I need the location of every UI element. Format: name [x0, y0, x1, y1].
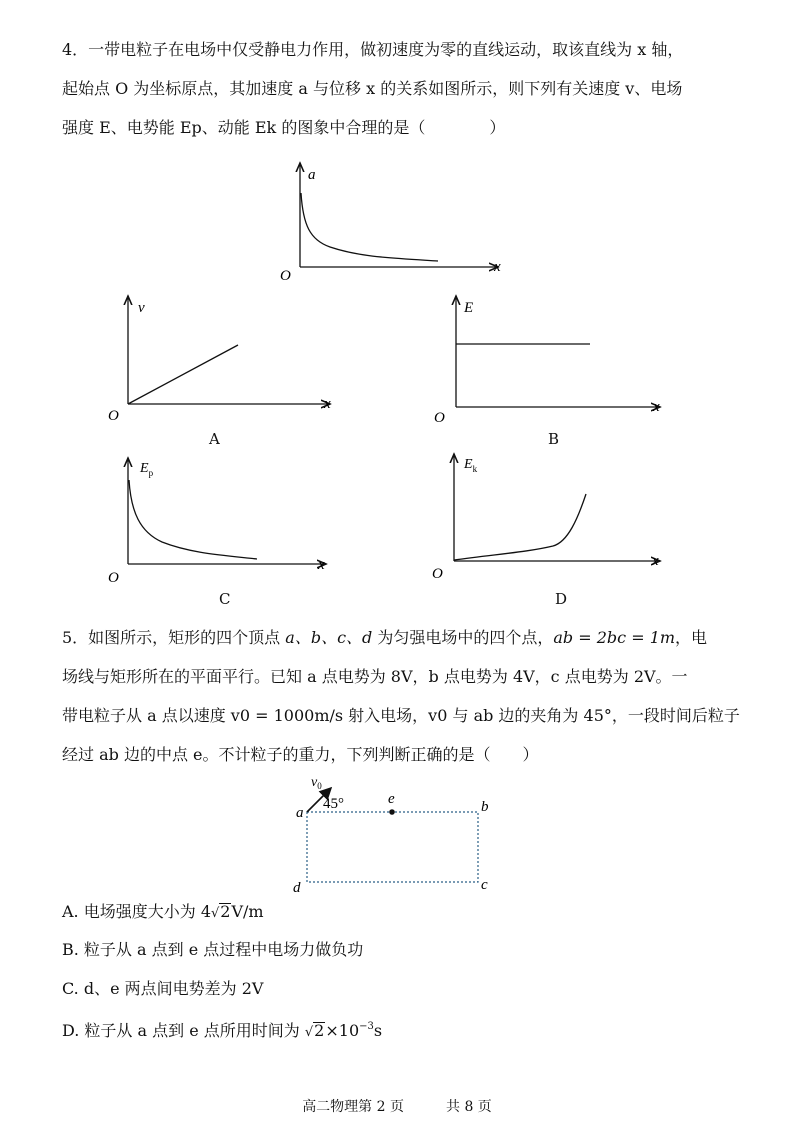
graph-option-d	[428, 448, 668, 583]
q5-line-1: 5．如图所示，矩形的四个顶点 a、b、c、d 为匀强电场中的四个点，ab = 2bc = 1m，电	[62, 628, 708, 647]
option-d[interactable]: D. 粒子从 a 点到 e 点所用时间为 $√2\times 10^{-3}s$	[62, 1021, 383, 1040]
q5-line-4: 经过 ab 边的中点 e。不计粒子的重力，下列判断正确的是（ ）	[62, 745, 539, 764]
v0-label: $v_0$	[311, 775, 322, 791]
x-label: x	[318, 557, 325, 573]
caption-c: C	[219, 590, 231, 608]
q5-line-2: 场线与矩形所在的平面平行。已知 a 点电势为 8V，b 点电势为 4V，c 点电势为 2V。一	[62, 667, 688, 686]
x-label: x	[653, 399, 660, 415]
caption-d: D	[555, 590, 568, 608]
vertex-d: d	[293, 880, 301, 896]
x-label: x	[494, 259, 501, 275]
y-label: a	[308, 167, 316, 183]
y-label: $E_k$	[464, 457, 478, 474]
x-label: x	[652, 553, 659, 569]
q4-line-1: 4．一带电粒子在电场中仅受静电力作用，做初速度为零的直线运动，取该直线为 x 轴，	[62, 40, 684, 59]
q5-line-3: 带电粒子从 a 点以速度 v0 = 1000m/s 射入电场，v0 与 ab 边的夹角为 45°，一段时间后粒子	[62, 706, 740, 725]
vertex-c: c	[481, 877, 488, 893]
v-line	[128, 345, 238, 404]
page-footer: 高二物理第 2 页 共 8 页	[302, 1099, 492, 1115]
graph-option-b	[428, 290, 668, 430]
x-label: x	[324, 396, 331, 412]
point-e	[389, 809, 395, 815]
origin-label: O	[434, 410, 445, 426]
ek-curve	[454, 494, 586, 560]
y-label: v	[138, 300, 145, 316]
angle-label: 45°	[323, 796, 344, 812]
q4-line-3: 强度 E、电势能 Ep、动能 Ek 的图象中合理的是（ ）	[62, 118, 506, 137]
origin-label: O	[432, 566, 443, 582]
graph-option-a	[100, 290, 340, 430]
vertex-b: b	[481, 799, 489, 815]
y-label: E	[464, 300, 474, 316]
vertex-e: e	[388, 791, 395, 807]
rectangle	[307, 812, 478, 882]
vertex-a: a	[296, 805, 304, 821]
ep-curve	[129, 480, 257, 559]
caption-a: A	[209, 430, 220, 448]
a-curve	[301, 193, 438, 261]
origin-label: O	[108, 408, 119, 424]
y-label: $E_p$	[140, 461, 154, 478]
graph-option-c	[100, 452, 340, 587]
origin-label: O	[108, 570, 119, 586]
q4-line-2: 起始点 O 为坐标原点，其加速度 a 与位移 x 的关系如图所示，则下列有关速度 v、电场	[62, 79, 683, 98]
graph-a-x	[270, 155, 510, 285]
rectangle-figure	[285, 765, 505, 900]
option-c[interactable]: C. d、e 两点间电势差为 2V	[62, 979, 264, 998]
caption-b: B	[548, 430, 560, 448]
origin-label: O	[280, 268, 291, 284]
option-b[interactable]: B. 粒子从 a 点到 e 点过程中电场力做负功	[62, 940, 364, 959]
option-a[interactable]: A. 电场强度大小为 4√2V/m	[62, 902, 264, 921]
